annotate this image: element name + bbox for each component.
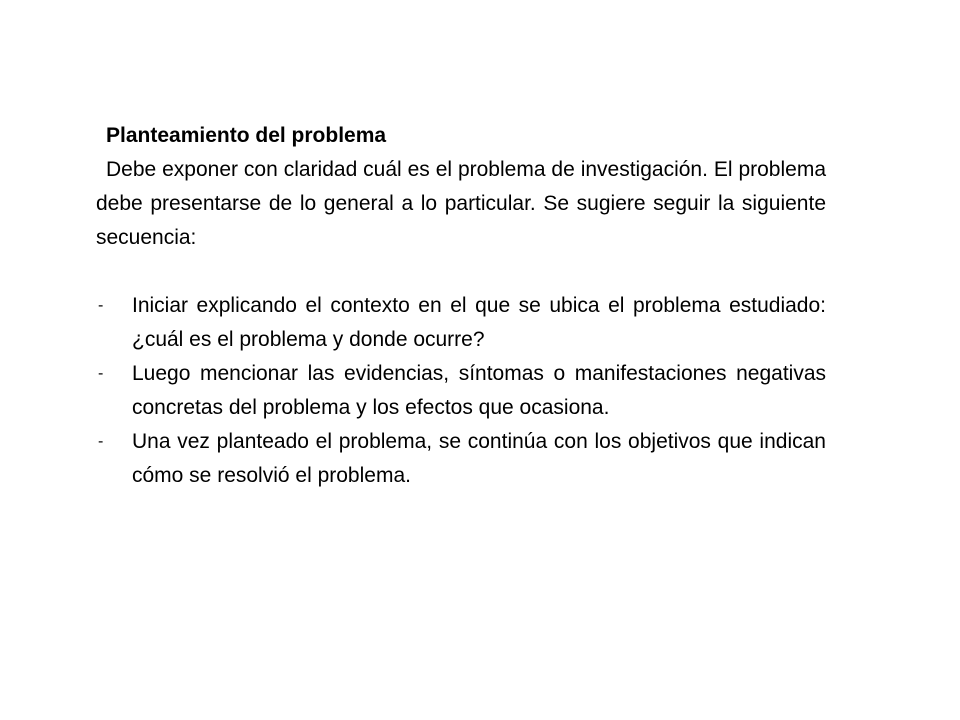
- intro-paragraph: Debe exponer con claridad cuál es el problema de investigación. El problema debe presentarse de lo general a lo particular. Se sugiere seguir la siguiente secuencia:: [96, 158, 826, 249]
- bullet-item: [96, 289, 826, 357]
- bullet-list: [96, 289, 826, 493]
- bullet-text: Iniciar explicando el contexto en el que se ubica el problema estudiado: ¿cuál es el problema y donde ocurre?: [132, 294, 826, 351]
- bullet-text: Luego mencionar las evidencias, síntomas o manifestaciones negativas concretas del problema y los efectos que ocasiona.: [132, 362, 826, 419]
- bullet-text: Una vez planteado el problema, se continúa con los objetivos que indican cómo se resolvió el problema.: [132, 430, 826, 487]
- spacer: [96, 255, 826, 289]
- dash-bullet-icon: -: [98, 433, 104, 450]
- dash-bullet-icon: -: [98, 297, 104, 314]
- bullet-item: [96, 425, 826, 493]
- section-heading: Planteamiento del problema: [106, 124, 387, 147]
- dash-bullet-icon: -: [98, 365, 104, 382]
- bullet-item: [96, 357, 826, 425]
- text-block: [96, 119, 826, 493]
